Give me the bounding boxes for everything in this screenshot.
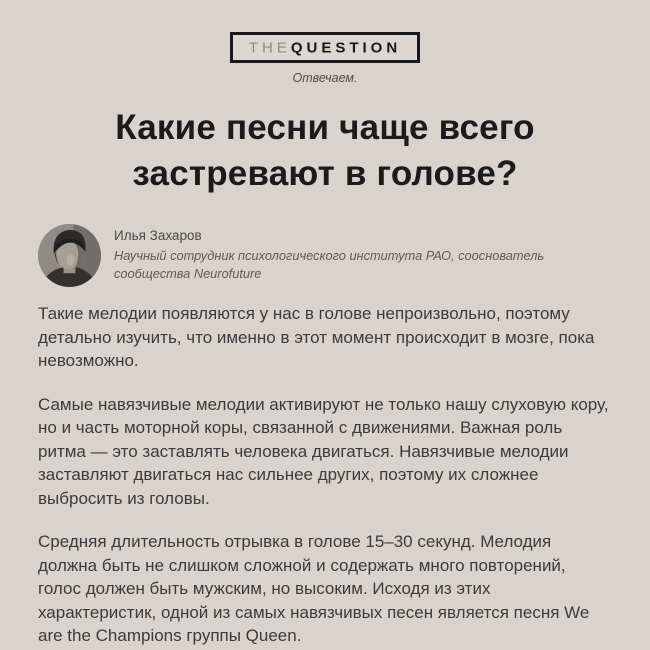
author-description: Научный сотрудник психологического института РАО, сооснователь сообщества Neurofuture: [114, 248, 545, 281]
answer-paragraph: Самые навязчивые мелодии активируют не только нашу слуховую кору, но и часть моторной коры, связанной с движениями. Важная роль ритма — это заставлять человека двигаться. Навязчивые мелодии заставляют двигаться нас сильнее других, поэтому их сложнее выбросить из головы.: [38, 394, 609, 508]
answer-paragraph: Средняя длительность отрывка в голове 15–30 секунд. Мелодия должна быть не слишком сложной и содержать много повторений, голос должен быть мужским, но высоким. Исходя из этих характеристик, одной из самых навязчивых песен является песня We are the Champions группы Queen.: [38, 532, 590, 645]
logo-question-text: QUESTION: [290, 39, 402, 57]
answer-paragraph: Такие мелодии появляются у нас в голове непроизвольно, поэтому детально изучить, что именно в этот момент происходит в мозге, пока невозможно.: [38, 304, 595, 370]
thequestion-logo: [230, 32, 420, 63]
author-avatar-image: [38, 224, 101, 287]
tagline: Отвечаем.: [292, 71, 358, 85]
author-name: Илья Захаров: [114, 228, 202, 243]
logo-the-text: THE: [248, 39, 291, 57]
author-avatar: [38, 224, 101, 287]
card-header: [38, 32, 612, 85]
author-block: [38, 224, 612, 287]
answer-body: [38, 302, 612, 648]
author-info: [114, 224, 554, 283]
question-title: Какие песни чаще всего застревают в голове?: [115, 108, 535, 193]
